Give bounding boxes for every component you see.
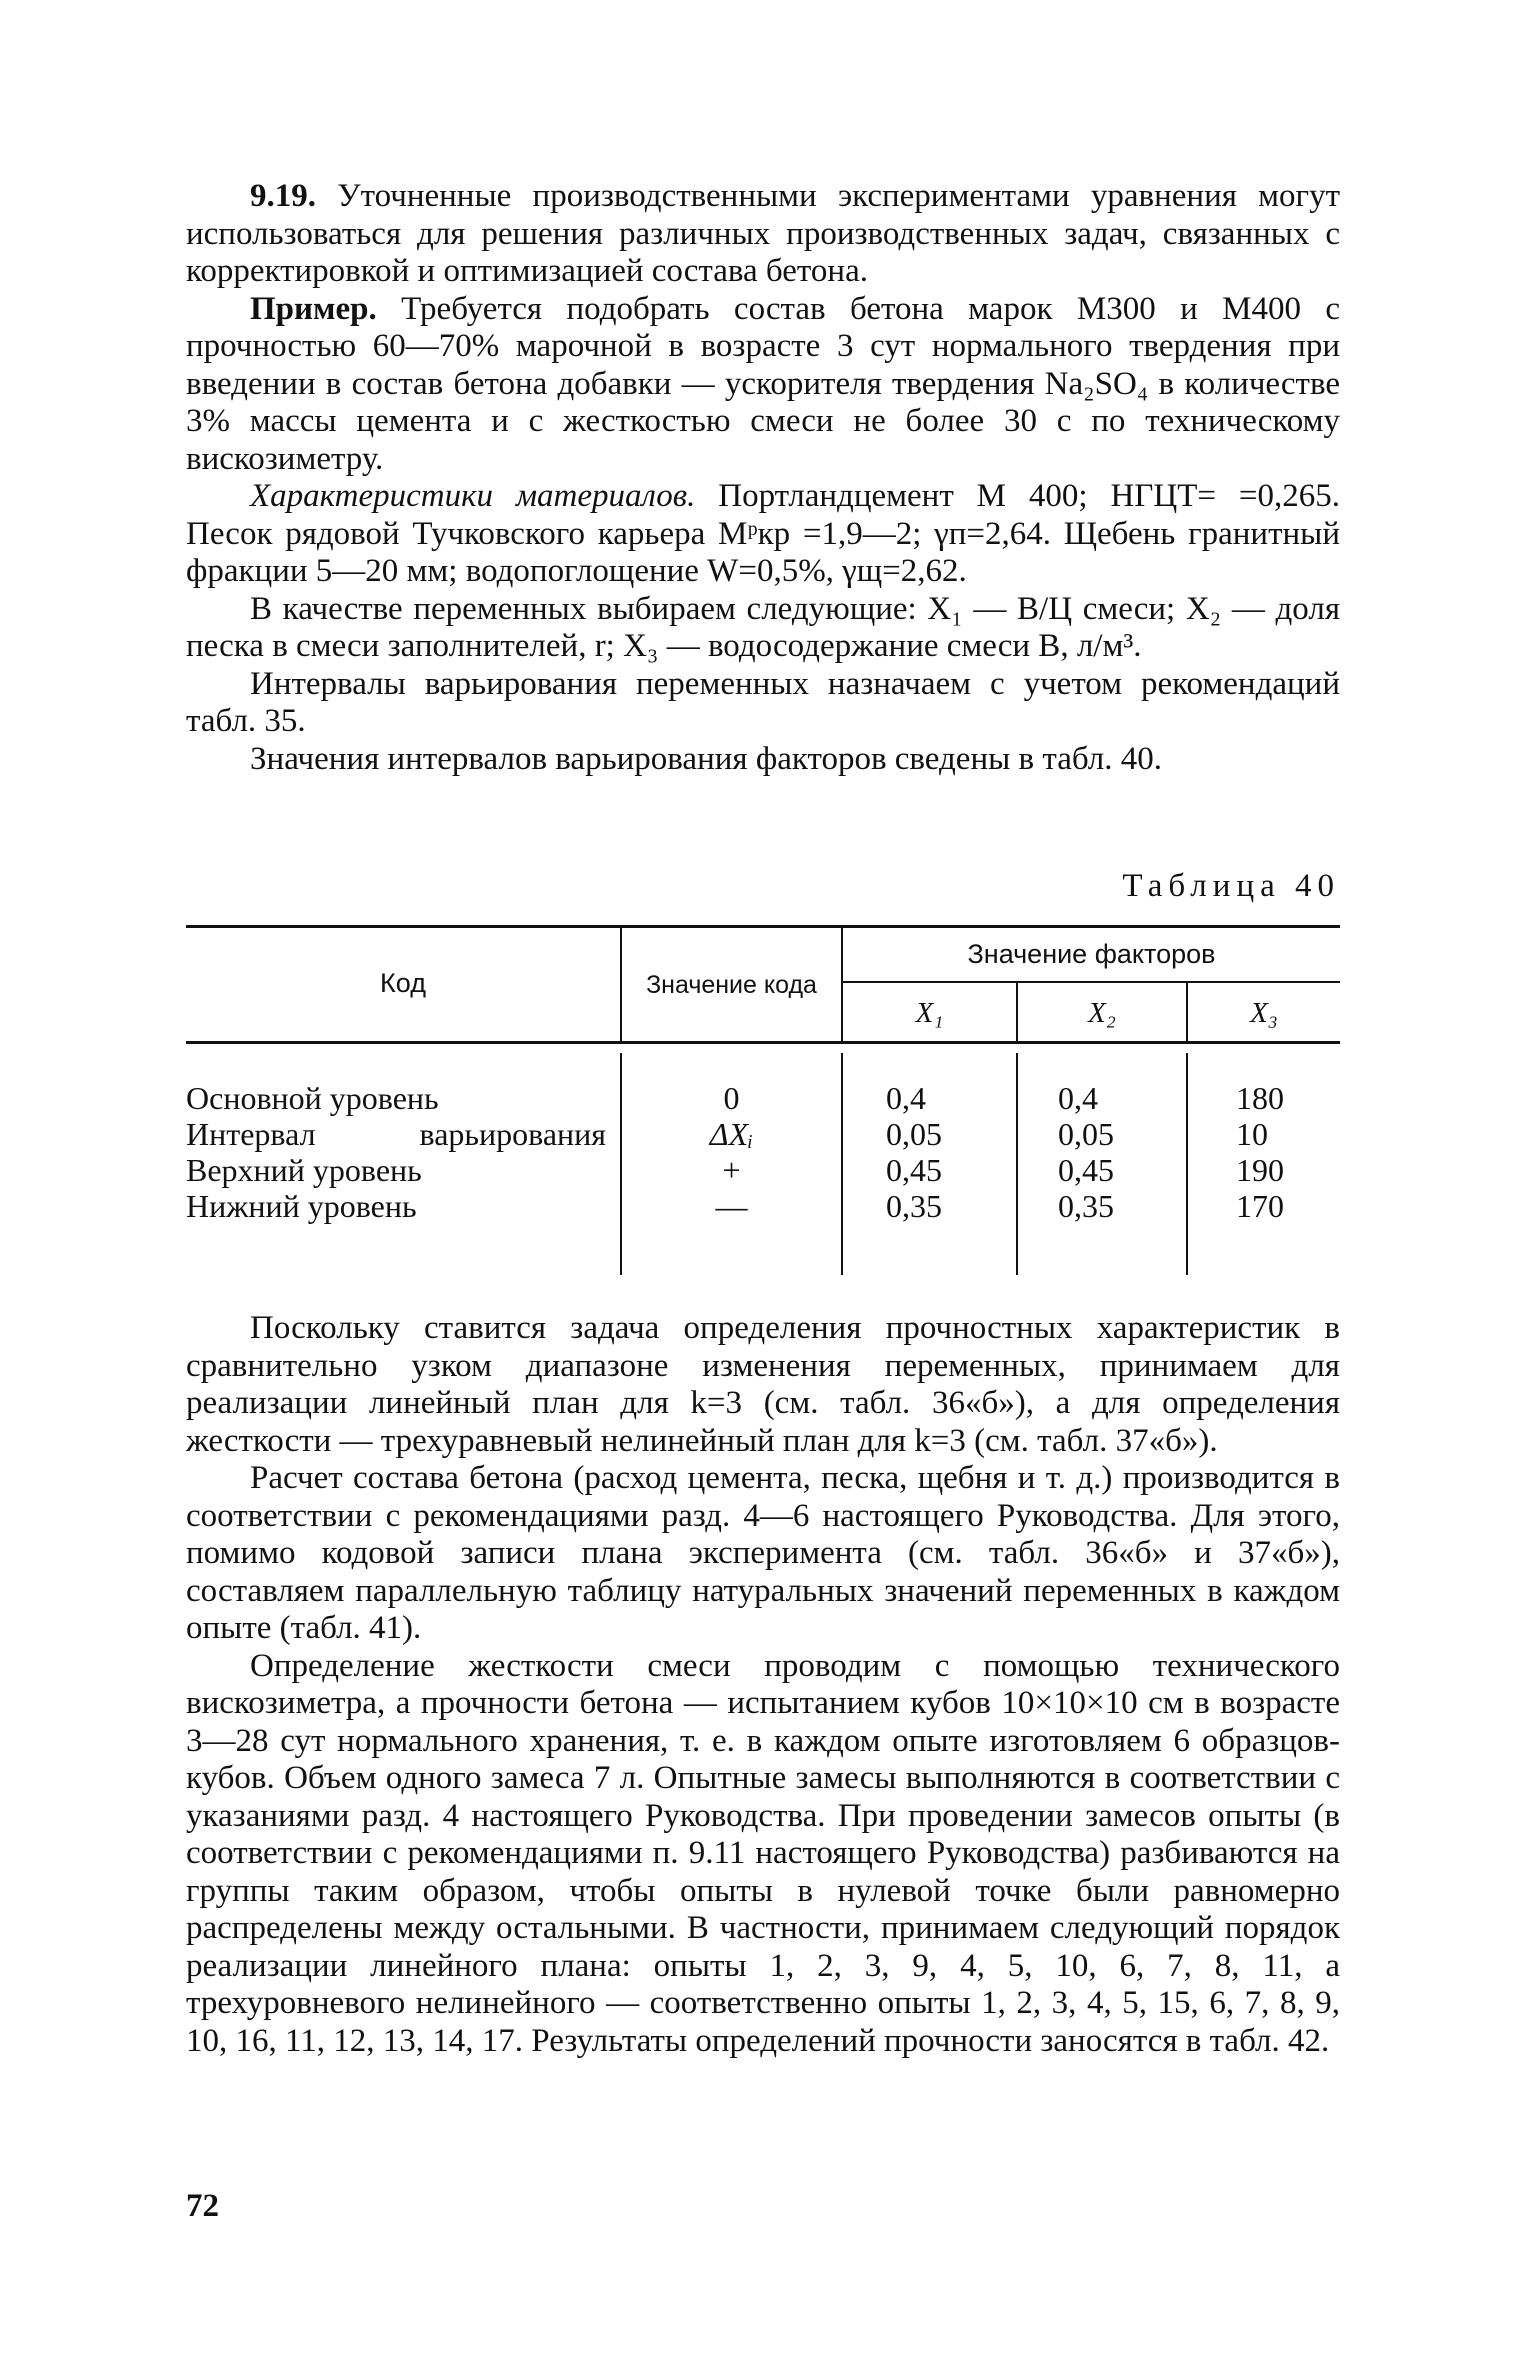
header-code: Код [380,968,426,998]
row-x1: 0,45 [886,1152,942,1188]
row-code: ΔXᵢ [709,1116,754,1152]
row-label: Верхний уровень [186,1152,422,1188]
row-label: Нижний уровень [186,1188,417,1224]
row-x2: 0,35 [1058,1188,1114,1224]
header-factors: Значение факторов [967,939,1216,969]
page-number: 72 [186,2188,219,2224]
top-text-block [186,178,1340,778]
paragraph-calculation: Расчет состава бетона (расход цемента, песка, щебня и т. д.) производится в соответствии с рекомендациями разд. 4—6 настоящего Руководства. Для этого, помимо кодовой записи плана эксперимента (см. табл. 36«б» и 37«б»), составляем параллельную таблицу натуральных значений переменных в каждом опыте (табл. 41). [186,1460,1340,1646]
table-top-rule [186,925,1340,928]
paragraph-intro [186,178,1340,291]
example-label: Пример. [250,290,377,327]
section-number: 9.19. [250,178,316,214]
row-x1: 0,4 [886,1080,926,1116]
materials-text: Портландцемент М 400; НГЦТ= =0,265. Песок рядовой Тучковского карьера Мᵖкр =1,9—2; γп=2,64. Щебень гранитный фракции 5—20 мм; водопоглощение W=0,5%, γщ=2,62. [186,478,1340,589]
header-bottom-rule [186,1041,1340,1044]
intro-text: Уточненные производственными экспериментами уравнения могут использоваться для решения различных производственных задач, связанных с корректировкой и оптимизацией состава бетона. [186,178,1341,289]
factors-sub-rule [841,981,1340,983]
row-x3: 170 [1236,1188,1284,1224]
paragraph-intervals: Интервалы варьирования переменных назначаем с учетом рекомендаций табл. 35. [186,665,1340,739]
row-x2: 0,45 [1058,1152,1114,1188]
row-code: 0 [723,1080,740,1116]
paragraph-variables: В качестве переменных выбираем следующие: X₁ — В/Ц смеси; X₂ — доля песка в смеси заполнителей, r; X₃ — водосодержание смеси В, л/м³. [186,590,1340,664]
row-x3: 10 [1236,1116,1268,1152]
row-x2: 0,05 [1058,1116,1114,1152]
paragraph-materials [186,478,1340,591]
row-label: Интервал варьирования [186,1116,606,1152]
header-x2: X₂ [1088,997,1116,1029]
header-x3: X₃ [1250,997,1278,1029]
row-code: + [722,1152,741,1188]
col-divider-3-body [1016,1053,1018,1275]
header-code-value: Значение кода [646,971,817,999]
row-x2: 0,4 [1058,1080,1098,1116]
row-code: — [715,1188,748,1224]
paragraph-testing: Определение жесткости смеси проводим с помощью технического вискозиметра, а прочности бетона — испытанием кубов 10×10×10 см в возрасте 3—28 сут нормального хранения, т. е. в каждом опыте изготовляем 6 образцов-кубов. Объем одного замеса 7 л. Опытные замесы выполняются в соответствии с указаниями разд. 4 настоящего Руководства. При проведении замесов опыты (в соответствии с рекомендациями п. 9.11 настоящего Руководства) разбиваются на группы таким образом, чтобы опыты в нулевой точке были равномерно распределены между остальными. В частности, принимаем следующий порядок реализации линейного плана: опыты 1, 2, 3, 9, 4, 5, 10, 6, 7, 8, 11, а трехуровневого нелинейного — соответственно опыты 1, 2, 3, 4, 5, 15, 6, 7, 8, 9, 10, 16, 11, 12, 13, 14, 17. Результаты определений прочности заносятся в табл. 42. [186,1647,1340,2059]
table-caption: Таблица 40 [1122,868,1340,904]
table-40 [186,925,1340,1275]
row-label: Основной уровень [186,1080,439,1116]
header-x1: X₁ [915,997,944,1029]
bottom-text-block [186,1310,1340,2060]
paragraph-example [186,291,1340,479]
example-text: Требуется подобрать состав бетона марок М300 и М400 с прочностью 60—70% марочной в возрасте 3 сут нормального твердения при введении в состав бетона добавки — ускорителя твердения Na₂SO₄ в количестве 3% массы цемента и с жесткостью смеси не более 30 с по техническому вискозиметру. [186,290,1341,477]
row-x3: 190 [1236,1152,1284,1188]
paragraph-plan-choice: Поскольку ставится задача определения прочностных характеристик в сравнительно узком диапазоне изменения переменных, принимаем для реализации линейный план для k=3 (см. табл. 36«б»), а для определения жесткости — трехуравневый нелинейный план для k=3 (см. табл. 37«б»). [186,1310,1340,1459]
col-divider-4-body [1186,1053,1188,1275]
row-x3: 180 [1236,1080,1284,1116]
row-x1: 0,35 [886,1188,942,1224]
materials-label: Характеристики материалов. [250,478,696,514]
row-x1: 0,05 [886,1116,942,1152]
paragraph-table-ref: Значения интервалов варьирования факторов сведены в табл. 40. [250,740,1163,777]
col-divider-2-body [841,1053,843,1275]
